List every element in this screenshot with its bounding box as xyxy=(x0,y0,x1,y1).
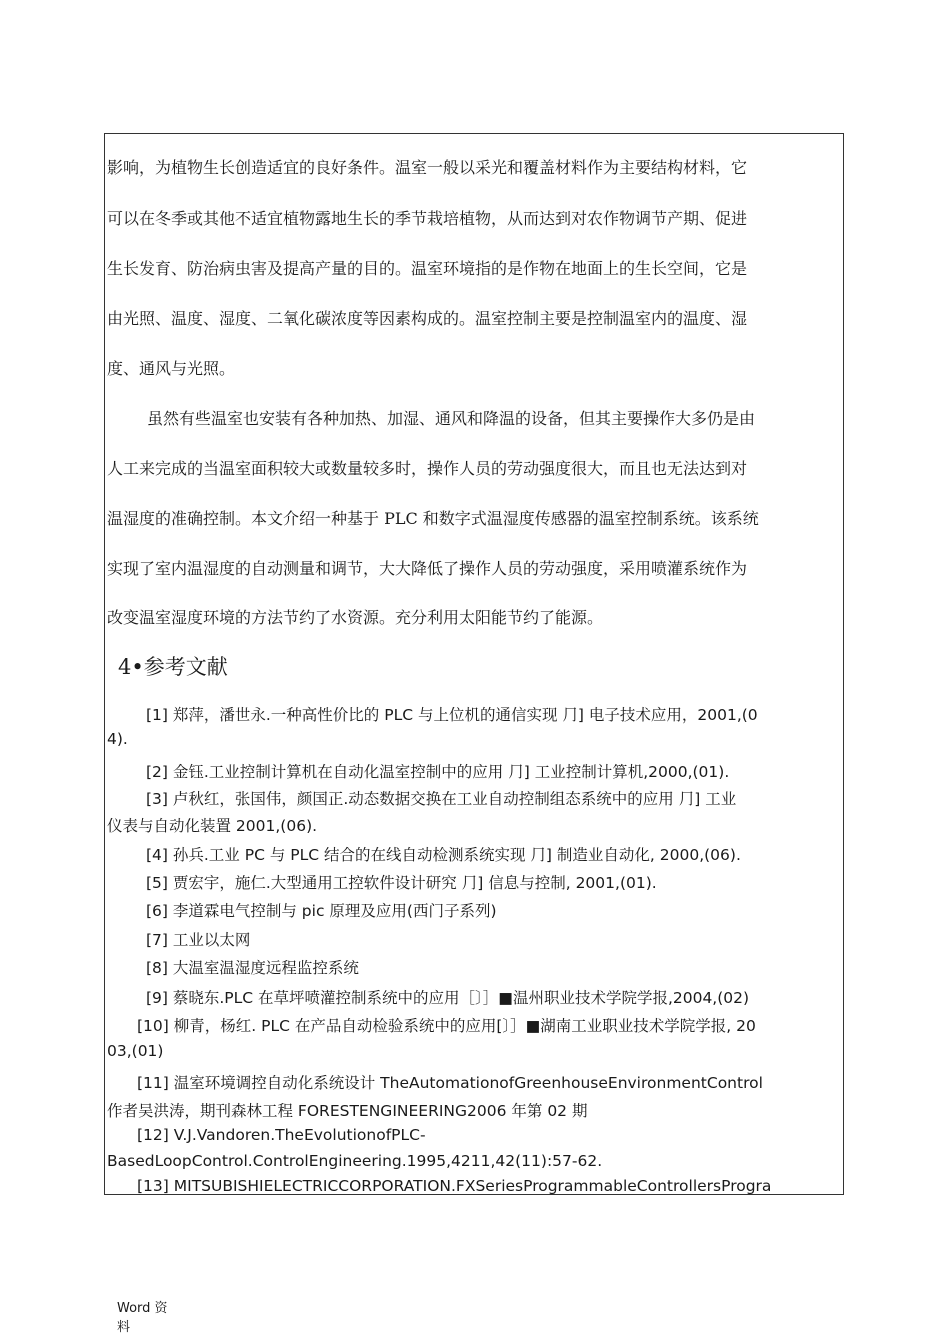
reference-item: [7] 工业以太网 xyxy=(146,931,251,949)
reference-item-continuation: 03,(01) xyxy=(107,1042,164,1060)
reference-item: [8] 大温室温湿度远程监控系统 xyxy=(146,959,359,977)
paragraph-line: 生长发育、防治病虫害及提高产量的目的。温室环境指的是作物在地面上的生长空间，它是 xyxy=(107,259,748,278)
reference-item: [5] 贾宏宇，施仁.大型通用工控软件设计研究 ⺆] 信息与控制, 2001,(01). xyxy=(146,874,657,892)
reference-item-continuation: BasedLoopControl.ControlEngineering.1995,4211,42(11):57-62. xyxy=(107,1152,603,1170)
paragraph-line: 人工来完成的当温室面积较大或数量较多时，操作人员的劳动强度很大，而且也无法达到对 xyxy=(107,459,748,478)
section-heading: 4•参考文献 xyxy=(118,655,228,679)
paragraph-line: 由光照、温度、湿度、二氧化碳浓度等因素构成的。温室控制主要是控制温室内的温度、湿 xyxy=(107,309,748,328)
reference-item: [1] 郑萍，潘世永.一种高性价比的 PLC 与上位机的通信实现 ⺆] 电子技术应用，2001,(0 xyxy=(146,706,758,724)
footer-label: Word 资料 xyxy=(117,1301,168,1335)
paragraph-line: 可以在冬季或其他不适宜植物露地生长的季节栽培植物，从而达到对农作物调节产期、促进 xyxy=(107,209,748,228)
frame-tick xyxy=(843,643,844,657)
paragraph-line: 温湿度的准确控制。本文介绍一种基于 PLC 和数字式温湿度传感器的温室控制系统。该系统 xyxy=(107,509,759,528)
paragraph-line: 度、通风与光照。 xyxy=(107,359,236,378)
reference-item: [6] 李道霖电气控制与 pic 原理及应用(西门子系列) xyxy=(146,902,497,920)
paragraph-line: 改变温室湿度环境的方法节约了水资源。充分利用太阳能节约了能源。 xyxy=(107,608,604,627)
reference-item-continuation: 作者吴洪涛，期刊森林工程 FORESTENGINEERING2006 年第 02 期 xyxy=(107,1102,588,1120)
reference-item: [11] 温室环境调控自动化系统设计 TheAutomationofGreenhouseEnvironmentControl xyxy=(137,1074,763,1092)
paragraph-line: 影响，为植物生长创造适宜的良好条件。温室一般以采光和覆盖材料作为主要结构材料，它 xyxy=(107,158,748,177)
frame-tick xyxy=(843,690,844,704)
reference-item: [13] MITSUBISHIELECTRICCORPORATION.FXSeriesProgrammableControllersProgra xyxy=(137,1177,772,1195)
reference-item: [9] 蔡晓东.PLC 在草坪喷灌控制系统中的应用［〕］■温州职业技术学院学报,2004,(02) xyxy=(146,989,750,1007)
reference-item: [12] V.J.Vandoren.TheEvolutionofPLC- xyxy=(137,1126,426,1144)
reference-item: [3] 卢秋红，张国伟，颜国正.动态数据交换在工业自动控制组态系统中的应用 ⺆] 工业 xyxy=(146,790,737,808)
paragraph-line: 虽然有些温室也安装有各种加热、加湿、通风和降温的设备，但其主要操作大多仍是由 xyxy=(147,409,756,428)
reference-item-continuation: 仪表与自动化装置 2001,(06). xyxy=(107,817,318,835)
reference-item: [2] 金钰.工业控制计算机在自动化温室控制中的应用 ⺆] 工业控制计算机,2000,(01). xyxy=(146,763,730,781)
reference-item-continuation: 4). xyxy=(107,730,128,748)
paragraph-line: 实现了室内温湿度的自动测量和调节，大大降低了操作人员的劳动强度，采用喷灌系统作为 xyxy=(107,559,748,578)
frame-tick xyxy=(104,643,105,657)
reference-item: [4] 孙兵.工业 PC 与 PLC 结合的在线自动检测系统实现 ⺆] 制造业自动化, 2000,(06). xyxy=(146,846,741,864)
reference-item: [10] 柳青，杨红. PLC 在产品自动检验系统中的应用[〕］■湖南工业职业技术学院学报, 20 xyxy=(137,1017,756,1035)
